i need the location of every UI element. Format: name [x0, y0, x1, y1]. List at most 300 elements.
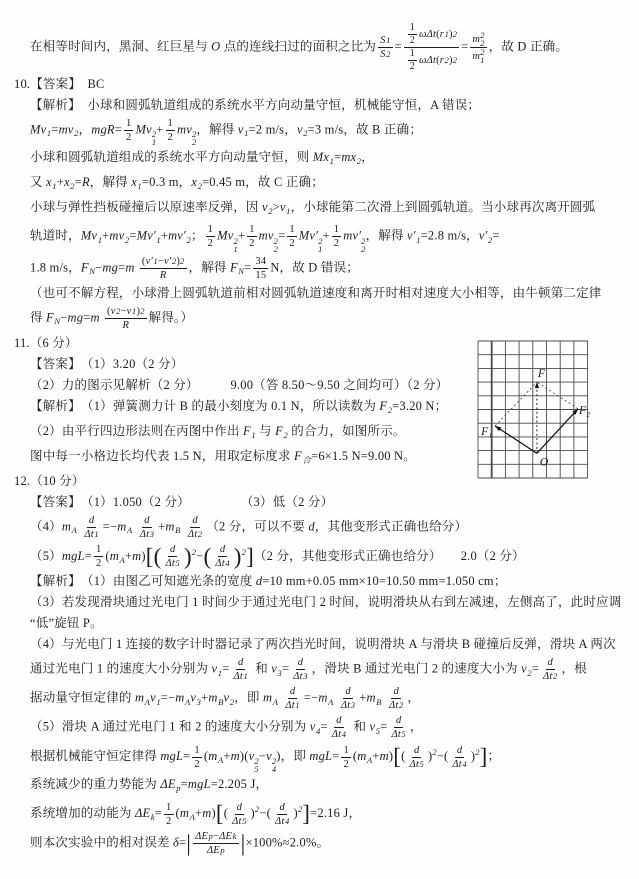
subscript: 2: [303, 128, 308, 139]
text-run: =10 mm+0.05 mm×10=10.50 mm=1.050 cm；: [262, 574, 507, 589]
math-run: v′: [145, 255, 153, 267]
text-run: )，即: [276, 749, 310, 764]
math-run: Δt: [232, 816, 242, 827]
fraction-numerator: [332, 223, 341, 237]
text-line: [14, 117, 632, 146]
fraction-numerator: [378, 34, 392, 48]
text-run: [382, 691, 385, 705]
fraction-denominator: [82, 528, 100, 541]
subscript: 5: [419, 759, 424, 769]
fraction-numerator: [192, 744, 201, 758]
fraction-numerator: [140, 255, 187, 269]
subscript: 2: [553, 671, 558, 682]
big-bracket: [: [215, 801, 224, 827]
text-run: ，故 D 正确。: [488, 39, 569, 54]
subscript: 2: [197, 528, 203, 539]
subscript: 1: [137, 181, 142, 192]
text-run: (: [141, 255, 146, 267]
subscript: 1: [318, 243, 323, 254]
subscript: 2: [444, 55, 450, 65]
fraction: [193, 830, 239, 857]
math-run: mv: [109, 228, 125, 243]
fraction-numerator: [236, 656, 245, 670]
math-run: v: [266, 749, 272, 764]
math-run: m: [179, 806, 190, 821]
math-run: v′: [164, 255, 172, 267]
math-run: ΔE: [195, 831, 209, 842]
subscript: 2: [387, 404, 393, 415]
math-run: d: [255, 574, 263, 589]
math-run: d: [236, 802, 243, 813]
math-run: x: [46, 175, 52, 190]
fraction-denominator: [389, 728, 407, 741]
fraction: [387, 685, 405, 712]
superscript: 2: [475, 747, 480, 758]
text-run: =: [114, 122, 122, 137]
text-run: 2: [95, 558, 102, 570]
fraction-denominator: [186, 528, 204, 541]
subscript: p: [220, 845, 225, 855]
fraction-denominator: [192, 758, 201, 771]
subscript: 1: [52, 181, 57, 192]
math-run: ΔE: [160, 777, 176, 792]
text-run: ): [250, 806, 255, 821]
text-run: ): [449, 29, 453, 40]
fraction-numerator: [253, 255, 268, 269]
text-run: ，: [361, 150, 374, 165]
superscript: 2: [140, 305, 145, 316]
fraction-denominator: [94, 557, 103, 570]
math-run: S: [380, 49, 386, 60]
math-run: ΔE: [219, 831, 233, 842]
force-diagram-svg: [477, 340, 591, 487]
text-run: 又: [30, 175, 47, 190]
superscript: 2: [273, 235, 279, 246]
text-run: （2）力的图示见解析（2 分） 9.00（答 8.50～9.50 之间均可）（2 分）: [30, 377, 449, 392]
subscript: 1: [156, 696, 161, 707]
text-line: [14, 75, 632, 94]
text-run: （5）滑块 A 通过光电门 1 和 2 的速度大小分别为: [30, 719, 310, 734]
fraction-numerator: [391, 685, 400, 699]
text-run: +: [156, 122, 164, 137]
math-run: S: [380, 35, 386, 46]
math-run: m: [366, 690, 376, 705]
fraction: [82, 514, 100, 541]
subscript: 2: [197, 181, 203, 192]
text-run: =: [84, 548, 92, 563]
fraction-denominator: [206, 237, 215, 250]
text-run: =: [51, 122, 59, 137]
fraction-denominator: [332, 237, 341, 250]
text-run: （也可不解方程，小球滑上圆弧轨道前相对圆弧轨道速度和离开时相对速度大小相等，由牛顿第二定律: [30, 285, 602, 300]
text-run: 在相等时间内，黑洞、红巨星与: [30, 39, 212, 54]
text-run: +: [372, 749, 380, 764]
math-run: ΔE: [134, 806, 151, 821]
math-run: m: [208, 690, 218, 705]
math-run: mv: [258, 228, 274, 243]
math-run: v′: [407, 228, 416, 243]
stacked-sub-sup: [480, 48, 484, 64]
math-run: Δt: [293, 671, 303, 683]
text-run: [132, 519, 135, 533]
fraction-denominator: [230, 815, 248, 828]
text-run: =: [461, 39, 469, 54]
text-run: 2: [289, 238, 295, 250]
math-run: R: [159, 269, 167, 281]
subscript: 1: [329, 156, 335, 167]
math-run: d: [237, 657, 244, 669]
text-run: 和: [350, 719, 370, 734]
math-run: Mx: [312, 150, 330, 165]
text-run: 34: [255, 255, 267, 267]
fraction-numerator: [408, 48, 417, 61]
text-run: [181, 519, 184, 533]
subscript: 1: [233, 243, 238, 254]
superscript: 2: [452, 29, 458, 39]
math-run: ΔE: [206, 845, 220, 856]
text-run: 系统增加的动能为: [30, 806, 135, 821]
text-run: =: [179, 835, 187, 850]
subscript: 2: [398, 700, 404, 711]
text-line: [14, 656, 632, 683]
grid-group: [478, 341, 591, 478]
text-line: [14, 714, 632, 741]
math-run: m: [109, 548, 120, 563]
text-run: （4）: [30, 519, 62, 534]
text-run: 根据机械能守恒定律得: [30, 749, 161, 764]
subscript: 2: [356, 156, 362, 167]
fraction: [247, 223, 256, 250]
math-run: Δt: [285, 700, 295, 712]
math-run: v: [279, 200, 286, 215]
fraction-denominator: [470, 48, 486, 64]
text-run: (: [175, 806, 180, 821]
text-run: =3.20 N；: [392, 398, 448, 413]
math-run: x: [191, 175, 198, 190]
math-run: x: [131, 175, 137, 190]
subscript: 4: [271, 764, 277, 775]
text-line: [14, 255, 632, 282]
fraction-numerator: [247, 223, 256, 237]
text-line: [14, 305, 632, 332]
fraction: [408, 22, 417, 47]
math-run: m: [165, 519, 175, 534]
subscript: 4: [341, 729, 347, 740]
text-run: ): [136, 305, 141, 317]
fraction-numerator: [94, 543, 103, 557]
superscript: 2: [361, 235, 366, 246]
math-run: m: [472, 50, 481, 62]
text-run: ): [141, 548, 146, 563]
math-run: d: [336, 715, 342, 727]
big-bracket: [: [393, 744, 402, 770]
fraction-numerator: [287, 223, 296, 237]
subscript: 2: [186, 234, 191, 245]
math-run: v: [248, 749, 255, 764]
text-run: +: [223, 749, 231, 764]
subscript: 5: [175, 558, 180, 569]
text-run: [278, 691, 281, 705]
superscript: 2: [297, 804, 303, 815]
math-run: d: [219, 544, 226, 556]
fraction-denominator: [330, 728, 348, 741]
math-run: mgL: [187, 777, 211, 792]
math-run: m: [125, 260, 138, 275]
subscript: 1: [132, 305, 137, 316]
math-run: Δt: [139, 528, 150, 540]
subscript: 1: [151, 137, 157, 148]
math-run: d: [308, 519, 315, 534]
text-run: =: [118, 260, 126, 275]
subscript: 1: [251, 429, 256, 440]
fraction-denominator: [541, 670, 559, 683]
superscript: 2: [432, 747, 437, 758]
fraction: [166, 117, 175, 144]
math-run: v: [223, 690, 230, 705]
fraction-denominator: [341, 758, 350, 771]
text-run: 1: [167, 118, 173, 129]
text-run: ，根: [561, 661, 587, 676]
fraction: [230, 801, 248, 828]
text-run: 则本次实验中的相对误差: [30, 835, 174, 850]
text-run: 10.【答案】 BC: [14, 77, 105, 91]
fraction-numerator: [455, 744, 464, 758]
subscript: 合: [302, 454, 312, 465]
subscript: 2: [191, 137, 197, 148]
superscript: 2: [480, 47, 485, 57]
subscript: 1: [386, 35, 391, 45]
fraction: [164, 801, 173, 828]
fraction-numerator: [235, 801, 244, 815]
fraction: [404, 22, 459, 73]
math-run: v: [271, 661, 278, 676]
math-run: F: [229, 260, 238, 275]
fraction: [330, 714, 348, 741]
text-line: [14, 96, 632, 115]
math-run: mx: [341, 150, 357, 165]
math-run: m: [318, 690, 328, 705]
stacked-sub-sup: [480, 31, 484, 47]
text-run: −: [196, 548, 204, 563]
text-run: =: [129, 228, 137, 243]
math-run: m: [379, 749, 389, 764]
text-run: +: [201, 690, 209, 705]
math-run: Δt: [452, 759, 462, 770]
text-run: 2: [409, 35, 415, 46]
text-run: =2 m/s，: [248, 122, 297, 137]
big-bracket: ]: [302, 801, 311, 827]
superscript: 2: [180, 255, 185, 266]
text-run: −(: [259, 806, 271, 821]
text-run: 2: [207, 238, 214, 250]
superscript: 2: [452, 55, 458, 65]
text-run: ×100%≈2.0%。: [245, 835, 330, 850]
fraction-denominator: [164, 815, 173, 828]
text-run: （2）由平行四边形法则在丙图中作出: [30, 423, 243, 438]
fraction-denominator: [231, 670, 249, 683]
text-run: =: [332, 749, 340, 764]
text-run: 1: [166, 802, 172, 813]
fraction-denominator: [408, 61, 417, 73]
subscript: 1: [444, 29, 450, 39]
text-run: =: [222, 661, 230, 676]
text-run: )(: [239, 749, 249, 764]
math-run: v: [309, 719, 316, 734]
fraction-numerator: [334, 714, 343, 728]
fraction-numerator: [296, 656, 305, 670]
subscript: 5: [375, 725, 381, 736]
text-run: ，: [407, 690, 421, 705]
fraction-numerator: [288, 685, 297, 699]
fraction-denominator: [166, 131, 175, 144]
subscript: 2: [268, 206, 273, 217]
text-run: 点的连线扫过的面积之比为: [220, 39, 377, 54]
subscript: 2: [361, 243, 366, 254]
text-run: =: [320, 719, 328, 734]
text-run: 系统减少的重力势能为: [30, 777, 161, 792]
fraction-numerator: [546, 656, 555, 670]
fraction: [94, 543, 103, 570]
vector-f2: [537, 409, 578, 454]
math-run: m: [202, 806, 212, 821]
math-run: mv′: [168, 228, 186, 243]
text-run: ): [427, 749, 433, 764]
math-run: v: [211, 661, 218, 676]
subscript: 1: [480, 55, 485, 65]
label-f2: F₂: [579, 404, 591, 417]
subscript: 1: [243, 671, 248, 682]
subscript: 5: [242, 816, 247, 826]
fraction-numerator: [408, 22, 417, 35]
superscript: 2: [191, 129, 197, 140]
fraction-denominator: [273, 815, 291, 828]
fraction: [408, 48, 417, 73]
fraction: [140, 255, 187, 282]
text-run: 1.8 m/s，: [30, 260, 81, 275]
text-run: =: [83, 310, 91, 325]
fraction-denominator: [450, 758, 468, 771]
fraction-numerator: [341, 744, 350, 758]
subscript: N: [54, 316, 61, 327]
label-f1: F₁: [481, 425, 493, 438]
text-run: (: [401, 749, 406, 764]
subscript: A: [119, 554, 125, 565]
text-run: =: [281, 661, 290, 676]
text-run: ): [470, 749, 476, 764]
subscript: A: [71, 525, 77, 536]
text-line: [14, 148, 632, 171]
math-run: d: [414, 745, 420, 756]
text-run: 1: [207, 224, 214, 236]
math-run: mg: [67, 310, 84, 325]
math-run: R: [81, 175, 90, 190]
text-line: [14, 198, 632, 221]
text-run: (: [352, 749, 358, 764]
fraction-denominator: [408, 35, 417, 47]
subscript: 2: [480, 38, 485, 48]
text-run: +: [124, 548, 133, 563]
text-run: (: [105, 548, 110, 563]
subscript: k: [232, 831, 237, 841]
subscript: A: [144, 696, 151, 707]
text-run: =−: [303, 690, 319, 705]
text-run: −: [120, 305, 127, 317]
text-run: 2: [166, 816, 172, 827]
subscript: 4: [316, 725, 321, 736]
fraction: [206, 223, 215, 250]
text-run: −: [157, 255, 165, 267]
math-run: Δt: [233, 671, 243, 683]
subscript: 5: [254, 764, 259, 775]
fraction-numerator: [470, 31, 486, 48]
text-run: 与: [255, 423, 276, 438]
text-line: [14, 223, 632, 252]
math-run: m: [175, 690, 185, 705]
subscript: B: [218, 696, 224, 707]
fraction-numerator: [105, 305, 147, 319]
text-run: =0.45 m，故 C 正确；: [202, 175, 324, 190]
text-run: 1: [125, 118, 132, 129]
text-run: =: [492, 228, 500, 243]
text-run: =3 m/s，故 B 正确；: [307, 122, 423, 137]
text-run: ，解得: [188, 260, 230, 275]
text-run: 和: [251, 661, 272, 676]
math-run: mgR: [91, 122, 115, 137]
subscript: A: [328, 696, 334, 707]
text-run: =−: [160, 690, 176, 705]
text-run: −(: [436, 749, 449, 764]
fraction: [541, 656, 559, 683]
big-bracket: (: [153, 543, 162, 569]
subscript: 2: [527, 667, 532, 678]
text-run: =0.3 m，: [141, 175, 192, 190]
text-run: （2 分，其他变形式正确也给分） 2.0（2 分）: [253, 548, 525, 563]
subscript: 3: [303, 671, 308, 682]
text-run: =: [394, 39, 402, 54]
math-run: F: [46, 310, 54, 325]
fraction-denominator: [287, 237, 296, 250]
subscript: A: [127, 525, 133, 536]
fraction-denominator: [124, 131, 133, 144]
subscript: 1: [97, 234, 103, 245]
text-line: [14, 800, 632, 828]
math-run: m: [357, 749, 367, 764]
math-run: mgL: [309, 749, 333, 764]
math-run: v: [237, 122, 244, 137]
text-run: ，即: [234, 690, 263, 705]
fraction: [378, 34, 392, 61]
text-run: 1: [343, 745, 349, 756]
math-run: m: [117, 519, 127, 534]
subscript: N: [238, 266, 245, 277]
math-run: mg: [102, 260, 119, 275]
text-run: +: [160, 228, 169, 243]
fraction-numerator: [142, 514, 151, 528]
text-run: =: [380, 719, 388, 734]
text-line: [14, 685, 632, 712]
fraction: [283, 685, 301, 712]
text-run: −: [95, 260, 103, 275]
text-run: (: [107, 305, 111, 317]
text-run: (: [203, 749, 209, 764]
text-run: ，: [409, 719, 423, 734]
math-run: Δt: [543, 671, 553, 683]
math-run: d: [279, 802, 285, 813]
fraction-denominator: [253, 269, 268, 282]
text-run: 1: [194, 745, 200, 756]
fraction-denominator: [121, 319, 132, 332]
fraction-denominator: [339, 699, 357, 712]
